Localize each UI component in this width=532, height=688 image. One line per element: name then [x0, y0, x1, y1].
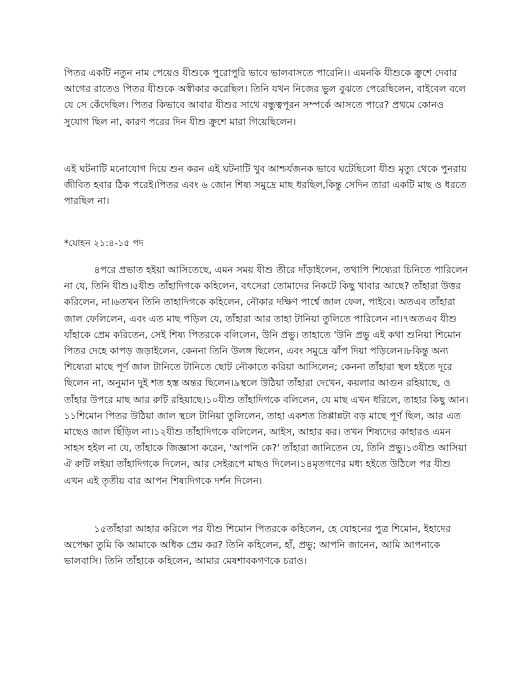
scripture-reference: *যোহন ২১:৪-১৫ পদ	[64, 238, 144, 249]
paragraph-peter-denial: পিতর একটি নতুন নাম পেয়েও যীশুকে পুরোপুরি ভাবে ভালবাসতে পারেনি।। এমনকি যীশুকে ক্রুশে দেবার আগের রাতেও পিতর যীশুকে অস্বীকার করেছিল। তিনি যখন নিজের ভুল বুঝতে পেরেছিলেন, বাইবেল বলে যে সে কেঁদেছিল। পিতর কিভাবে আবার যীশুর সাথে বন্ধুত্বপূরন সম্পর্কে আসতে পারে? প্রথমে কোনও সুযোগ ছিল না, কারণ পরের দিন যীশু ক্রুশে মারা গিয়েছিলেন।	[64, 68, 466, 128]
scripture-passage: ৪পরে প্রভাত হইয়া আসিতেছে, এমন সময় যীশু তীরে দাঁড়াইলেন, তথাপি শিষ্যেরা চিনিতে পারিলেন না যে, তিনি যীশু।৫যীশু তাঁহাদিগকে কহিলেন, বৎসেরা তোমাদের নিকটে কিছু খাবার আছে? তাঁহারা উত্তর করিলেন, না।৬তখন তিনি তাহাদিগকে কহিলেন, নৌকার দক্ষিণ পার্শ্বে জাল ফেল, পাইবে। অতএব তাঁহারা জাল ফেলিলেন, এবং এত মাছ পড়িল যে, তাঁহারা আর তাহা টানিয়া তুলিতে পারিলেন না।৭অতএব যীশু যাঁহাকে প্রেম করিতেন, সেই শিষ্য পিতরকে বলিলেন, উনি প্রভু। তাহাতে 'উনি প্রভু এই কথা শুনিয়া শিমোন পিতর দেহে কাপড় জড়াইলেন, কেননা তিনি উলঙ্গ ছিলেন, এবং সমুদ্রে ঝাঁপ দিয়া পড়িলেন।৮কিন্তু অন্য শিষ্যেরা মাছে পূর্ণ জাল টানিতে টানিতে ছোট নৌকাতে করিয়া আসিলেন; কেননা তাঁহারা স্থল হইতে দূরে ছিলেন না, অনুমান দুই শত হস্ত অন্তর ছিলেন।৯স্থলে উঠিয়া তাঁহারা দেখেন, কয়লার আগুন রহিয়াছে, ও তাঁহার উপরে মাছ আর রুটি রহিয়াছে।১০যীশু তাঁহাদিগকে বলিলেন, যে মাছ এখন ধরিলে, তাহার কিছু আন।১১শিমোন পিতর উঠিয়া জাল স্থলে টানিয়া তুলিলেন, তাহা একশত তিপ্পান্নটা বড় মাছে পূর্ণ ছিল, আর এত মাছেও জাল ছিঁড়িল না।১২যীশু তাঁহাদিগকে বলিলেন, আইস, আহার কর। তখন শিষ্যদের কাহারও এমন সাহস হইল না যে, তাঁহাকে জিজ্ঞাসা করেন, 'আপনি কে?' তাঁহারা জানিতেন যে, তিনি প্রভু।১৩যীশু আসিয়া ঐ রুটি লইয়া তাঁহাদিগকে দিলেন, আর সেইরূপে মাছও দিলেন।১৪মৃতগণের মধ্য হইতে উঠিলে পর যীশু এখন এই তৃতীয় বার আপন শিষ্যদিগকে দর্শন দিলেন।	[64, 265, 469, 487]
paragraph-fishing-story: এই ঘটনাটি মনোযোগ দিয়ে শুন করন এই ঘটনাটি খুব আশ্চর্যজনক ভাবে ঘটেছিলো যীশু মৃত্যু থেকে পুনরায় জীবিত হবার ঠিক পরেই।পিতর এবং ৬ জোন শিষ্য সমুদ্রে মাছ ধরছিল,কিন্তু সেদিন তারা একটি মাছ ও ধরতে পারছিল না।	[64, 164, 467, 208]
scripture-passage-verse-15: ১৫তাঁহারা আহার করিলে পর যীশু শিমোন পিতরকে কহিলেন, হে যোহনের পুত্র শিমোন, ইহাদের অপেক্ষা তুমি কি আমাকে অধিক প্রেম কর? তিনি কহিলেন, হাঁ, প্রভু; আপনি জানেন, আমি আপনাকে ভালবাসি। তিনি তাঁহাকে কহিলেন, আমার মেষশাবকগণকে চরাও।	[64, 524, 451, 568]
